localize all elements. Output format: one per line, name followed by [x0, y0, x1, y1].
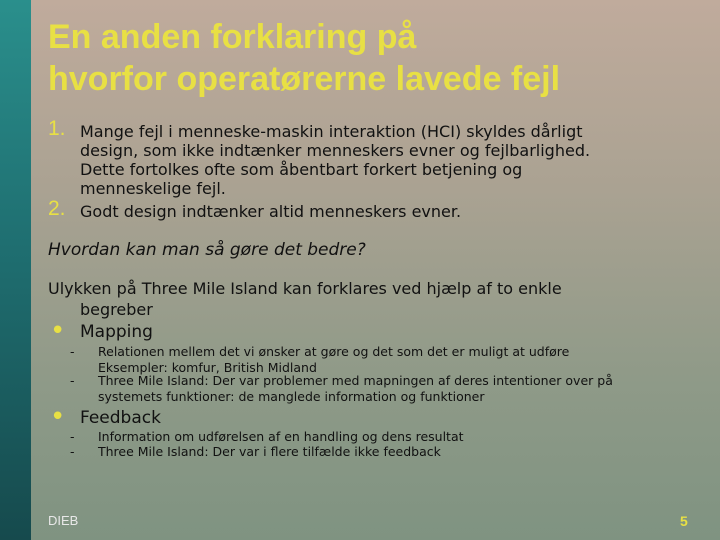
item-text-line: Godt design indtænker altid menneskers evner. [80, 202, 462, 221]
bullet-dot-icon: • [50, 316, 66, 346]
dash-icon: - [70, 429, 75, 444]
sub-item [70, 373, 690, 404]
bullet-dot-icon: • [50, 402, 66, 432]
bullet-label: Feedback [80, 408, 161, 428]
sub-text-line: Three Mile Island: Der var i flere tilfælde ikke feedback [98, 444, 441, 459]
sub-item [70, 429, 690, 445]
dash-icon: - [70, 373, 75, 388]
title-line-1: En anden forklaring på [48, 18, 417, 56]
sub-text-line: Relationen mellem det vi ønsker at gøre og det som det er muligt at udføre [98, 344, 570, 359]
bullet-mapping [48, 316, 688, 346]
question-text: Hvordan kan man så gøre det bedre? [48, 240, 366, 260]
left-accent-band [0, 0, 31, 540]
item-text-line: Dette fortolkes ofte som åbentbart forkert betjening og [80, 160, 523, 179]
sub-item [70, 344, 690, 375]
sub-text-line: Three Mile Island: Der var problemer med mapningen af deres intentioner over på [98, 373, 613, 388]
numbered-item-1 [48, 117, 708, 198]
item-number: 2. [48, 197, 66, 220]
intro-text [48, 278, 668, 320]
bullet-feedback [48, 402, 688, 432]
numbered-item-2 [48, 197, 708, 221]
sub-text-line: Eksempler: komfur, British Midland [98, 359, 317, 375]
item-text-line: Mange fejl i menneske-maskin interaktion (HCI) skyldes dårligt [80, 122, 583, 141]
page-number: 5 [680, 513, 688, 529]
item-text-line: menneskelige fejl. [80, 179, 226, 198]
intro-line-2: begreber [80, 300, 153, 319]
item-number: 1. [48, 117, 66, 140]
item-text-line: design, som ikke indtænker menneskers evner og fejlbarlighed. [80, 141, 591, 160]
sub-text-line: Information om udførelsen af en handling og dens resultat [98, 429, 464, 444]
sub-text-line: systemets funktioner: de manglede information og funktioner [98, 388, 485, 404]
sub-item [70, 444, 690, 460]
numbered-list [48, 117, 708, 225]
dash-icon: - [70, 344, 75, 359]
slide-title [48, 16, 708, 100]
dash-icon: - [70, 444, 75, 459]
footer-label: DIEB [48, 513, 79, 528]
intro-line-1: Ulykken på Three Mile Island kan forklares ved hjælp af to enkle [48, 279, 562, 298]
bullet-label: Mapping [80, 322, 153, 342]
title-line-2: hvorfor operatørerne lavede fejl [48, 60, 561, 98]
